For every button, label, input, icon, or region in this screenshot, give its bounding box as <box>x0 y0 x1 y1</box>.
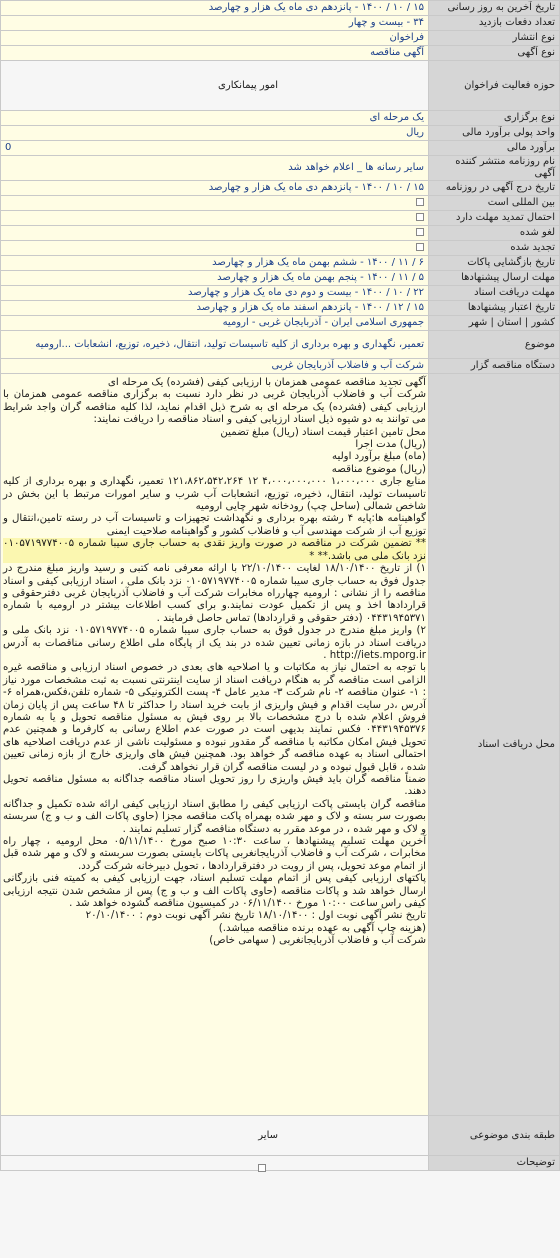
value-subject: تعمیر، نگهداری و بهره برداری از کلیه تاسیسات تولید، انتقال، ذخیره، توزیع، انشعابات ...ارومیه <box>1 331 429 359</box>
notice-paragraph: (ریال) موضوع مناقصه <box>331 463 426 475</box>
value-receive-deadline: ۲۲ / ۱۰ / ۱۴۰۰ - بیست و دوم دی ماه یک هزار و چهارصد <box>1 286 429 301</box>
label-publish-type: نوع انتشار <box>429 31 560 46</box>
value-renewed <box>1 241 429 256</box>
notice-paragraph: با توجه به احتمال نیاز به مکاتبات و یا اصلاحیه های بعدی در خصوص اسناد ارزیابی و مناقصه غیره الزامی است مناقصه گر به هنگام دریافت اسناد از سایت اینترنتی نسبت به ثبت مشخصات مورد نیاز : ۱- عنوان مناقصه ۲- نام شرکت ۳- مدیر عامل ۴- پست الکترونیکی ۵- شماره تلفن،فکس،همراه ۶- آدرس ،در سایت اقدام و فیش واریزی از بابت خرید اسناد را حداکثر تا ۴۸ ساعت پس از پایان زمان فروش اعلام شده با درج مشخصات بالا بر روی فیش به مسئول مناقصه تحویل و یا به شماره ۰۴۴۳۱۹۴۵۳۷۶ فکس نمایند بدیهی است در صورت عدم اطلاع رسانی به کارفرما و همچنین عدم تحویل فیش امکان مکاتبه با مناقصه گر مقدور نبوده و مسئولیت ناشی از عدم دریافت اصلاحیه های احتمالی اسناد به عهده مناقصه گر خواهد بود. همچنین فیش های واریزی خارج از بازه زمانی تعیین شده ، قابل قبول نبوده و در لیست مناقصه گران قرار نخواهد گرفت. <box>3 662 426 773</box>
label-estimate: برآورد مالی <box>429 141 560 156</box>
value-visit-count: ۳۴ - بیست و چهار <box>1 16 429 31</box>
value-extension <box>1 211 429 226</box>
value-stage-type: یک مرحله ای <box>1 111 429 126</box>
checkbox-icon <box>416 243 424 251</box>
value-notice-type: آگهی مناقصه <box>1 46 429 61</box>
value-documents <box>1 374 429 1116</box>
value-estimate: 0 <box>1 141 429 156</box>
value-location: جمهوری اسلامی ایران - آذربایجان غربی - ارومیه <box>1 316 429 331</box>
notice-paragraph: ۱) از تاریخ ۱۸/۱۰/۱۴۰۰ لغایت ۲۲/۱۰/۱۴۰۰ با ارائه معرفی نامه کتبی و رسید واریز مبلغ مندرج در جدول فوق به حساب جاری سیبا شماره ۰۱۰۵۷۱۹۷۷۴۰۰۵ نزد بانک ملی ، اسناد ارزیابی کیفی و اسناد مناقصه را از نشانی : ارومیه چهارراه مخابرات شرکت آب و فاضلاب آذربایجان غربی دفترحقوقی و قراردادها اخذ و پس از تکمیل عودت نمایند.و برای کسب اطلاعات بیشتر در ارومیه با شماره ۰۴۴۳۱۹۴۵۳۷۱ (دفتر حقوقی و قراردادها) تماس حاصل فرمایند . <box>3 563 426 624</box>
notice-paragraph: ** تضمین شرکت در مناقصه در صورت واریز نقدی به حساب جاری سیبا شماره ۰۱۰۵۷۱۹۷۷۴۰۰۵ نزد بانک ملی می باشد.** * <box>3 538 426 562</box>
row-location <box>1 316 560 331</box>
label-notice-type: نوع آگهی <box>429 46 560 61</box>
notice-paragraph: (هزینه چاپ آگهی به عهده برنده مناقصه میباشد.) <box>218 922 426 934</box>
value-update-date: ۱۵ / ۱۰ / ۱۴۰۰ - پانزدهم دی ماه یک هزار و چهارصد <box>1 1 429 16</box>
checkbox-icon <box>416 198 424 206</box>
checkbox-icon <box>416 213 424 221</box>
row-international <box>1 196 560 211</box>
value-cancelled <box>1 226 429 241</box>
label-location: کشور | استان | شهر <box>429 316 560 331</box>
notice-paragraph: پاکتهای ارزیابی کیفی پس از اتمام مهلت تسلیم اسناد، جهت ارزیابی کیفی به کمیته فنی بازرگانی ارسال خواهد شد و پاکات مناقصه (حاوی پاکات الف و ب و ج) پس از مشخص شدن نتیجه ارزیابی کیفی راس ساعت ۱۰:۰۰ مورخ ۰۶/۱۱/۱۴۰۰ در کمیسیون مناقصه گشوده خواهد شد . <box>3 873 426 910</box>
notice-paragraph: گواهینامه ها:پایه ۴ رشته بهره برداری و نگهداشت تجهیزات و تاسیسات آب در رسته تامین،انتقال و توزیع آب از شرکت مهندسی آب و فاضلاب کشور و گواهینامه صلاحیت ایمنی <box>3 513 426 537</box>
notice-paragraph: (ماه) مبلغ برآورد اولیه <box>332 451 426 463</box>
checkbox-icon <box>416 228 424 236</box>
label-opening-date: تاریخ بازگشایی پاکات <box>429 256 560 271</box>
notice-paragraph: آگهی تجدید مناقصه عمومی همزمان با ارزیابی کیفی (فشرده) یک مرحله ای <box>107 377 426 388</box>
notice-paragraph: محل تامین اعتبار قیمت اسناد (ریال) مبلغ تضمین <box>220 426 426 438</box>
row-organizer <box>1 359 560 374</box>
label-validity-date: تاریخ اعتبار پیشنهادها <box>429 301 560 316</box>
label-newspaper-date: تاریخ درج آگهی در روزنامه <box>429 181 560 196</box>
row-notice-type <box>1 46 560 61</box>
row-cancelled <box>1 226 560 241</box>
value-organizer: شرکت آب و فاضلاب آذربایجان غربی <box>1 359 429 374</box>
row-estimate <box>1 141 560 156</box>
label-send-deadline: مهلت ارسال پیشنهادها <box>429 271 560 286</box>
row-update-date <box>1 1 560 16</box>
notice-paragraph: ضمناً مناقصه گران باید فیش واریزی را روز تحویل اسناد مناقصه جداگانه به مسئول مناقصه تحویل دهند. <box>3 774 426 798</box>
value-currency: ریال <box>1 126 429 141</box>
row-validity-date <box>1 301 560 316</box>
notice-paragraph: مناقصه گران بایستی پاکت ارزیابی کیفی را مطابق اسناد ارزیابی کیفی ارائه شده تکمیل و جداگانه بصورت سر بسته و لاک و مهر شده بهمراه پاکت مناقصه مجزا (حاوی پاکات الف و ب و ج) سربسته و لاک و مهر شده ، در موعد مقرر به دستگاه مناقصه گزار تسلیم نمایند . <box>3 798 426 835</box>
value-publish-type: فراخوان <box>1 31 429 46</box>
row-renewed <box>1 241 560 256</box>
row-extension <box>1 211 560 226</box>
row-subject <box>1 331 560 359</box>
row-documents <box>1 374 560 1116</box>
row-activity-field <box>1 61 560 111</box>
row-category <box>1 1116 560 1156</box>
label-receive-deadline: مهلت دریافت اسناد <box>429 286 560 301</box>
label-documents: محل دریافت اسناد <box>429 374 560 1116</box>
row-newspaper <box>1 156 560 181</box>
value-category: سایر <box>1 1116 429 1156</box>
notice-paragraph: آخرین مهلت تسلیم پیشنهادها ، ساعت ۱۰:۳۰ صبح مورخ ۰۵/۱۱/۱۴۰۰ محل ارومیه ، چهار راه مخابرات ، شرکت آب و فاضلاب آذربایجانغربی پاکات بایستی بصورت سربسته و لاک و مهر شده قبل از اتمام موعد تحویل، پس از رویت در دفترقراردادها ، تحویل دبیرخانه شرکت گردد. <box>3 836 427 872</box>
notice-paragraph: منابع جاری ۱،۰۰۰،۰۰۰ ۴،۰۰۰،۰۰۰،۰۰۰ ۱۲ ۱۲۱،۸۶۲،۵۴۲،۲۶۴ تعمیر، نگهداری و بهره برداری از کلیه تاسیسات تولید، انتقال، ذخیره، توزیع، انشعابات آب شرب و سایر امورات مرتبط با این بخش در شاخص شمالی (ساحل چپ) رودخانه شهر چایی ارومیه <box>3 476 426 513</box>
notice-paragraph: تاریخ نشر آگهی نوبت اول : ۱۸/۱۰/۱۴۰۰ تاریخ نشر آگهی نوبت دوم : ۲۰/۱۰/۱۴۰۰ <box>85 910 426 922</box>
label-newspaper: نام روزنامه منتشر کننده آگهی <box>429 156 560 181</box>
label-renewed: تجدید شده <box>429 241 560 256</box>
label-organizer: دستگاه مناقصه گزار <box>429 359 560 374</box>
label-visit-count: تعداد دفعات بازدید <box>429 16 560 31</box>
label-notes: توضیحات <box>429 1156 560 1171</box>
label-subject: موضوع <box>429 331 560 359</box>
row-stage-type <box>1 111 560 126</box>
notice-paragraph: ۲) واریز مبلغ مندرج در جدول فوق به حساب جاری سیبا شماره ۰۱۰۵۷۱۹۷۷۴۰۰۵ نزد بانک ملی و دریافت اسناد در بازه زمانی تعیین شده در بند یک از پایگاه ملی اطلاع رسانی مناقصات به آدرس http://iets.mporg.ir . <box>3 625 426 661</box>
label-category: طبقه بندی موضوعی <box>429 1116 560 1156</box>
row-opening-date <box>1 256 560 271</box>
row-send-deadline <box>1 271 560 286</box>
label-international: بین المللی است <box>429 196 560 211</box>
value-newspaper: سایر رسانه ها _ اعلام خواهد شد <box>1 156 429 181</box>
row-newspaper-date <box>1 181 560 196</box>
value-validity-date: ۱۵ / ۱۲ / ۱۴۰۰ - پانزدهم اسفند ماه یک هزار و چهارصد <box>1 301 429 316</box>
value-notes <box>1 1156 429 1171</box>
value-newspaper-date: ۱۵ / ۱۰ / ۱۴۰۰ - پانزدهم دی ماه یک هزار و چهارصد <box>1 181 429 196</box>
label-cancelled: لغو شده <box>429 226 560 241</box>
label-extension: احتمال تمدید مهلت دارد <box>429 211 560 226</box>
image-placeholder-icon <box>258 1164 266 1172</box>
label-currency: واحد پولی برآورد مالی <box>429 126 560 141</box>
value-send-deadline: ۵ / ۱۱ / ۱۴۰۰ - پنجم بهمن ماه یک هزار و چهارصد <box>1 271 429 286</box>
value-international <box>1 196 429 211</box>
row-publish-type <box>1 31 560 46</box>
notice-paragraph: (ریال) مدت اجرا <box>355 439 426 451</box>
label-activity-field: حوزه فعالیت فراخوان <box>429 61 560 111</box>
label-update-date: تاریخ آخرین به روز رسانی <box>429 1 560 16</box>
row-receive-deadline <box>1 286 560 301</box>
notice-paragraph: شرکت آب و فاضلاب آذربایجانغربی ( سهامی خاص) <box>209 935 426 947</box>
row-visit-count <box>1 16 560 31</box>
value-opening-date: ۶ / ۱۱ / ۱۴۰۰ - ششم بهمن ماه یک هزار و چهارصد <box>1 256 429 271</box>
row-notes <box>1 1156 560 1171</box>
notice-paragraph: شرکت آب و فاضلاب آذربایجان غربی در نظر دارد نسبت به برگزاری مناقصه عمومی همزمان با ارزیابی کیفی (فشرده) یک مرحله ای به شرح ذیل اقدام نماید، لذا کلیه مناقصه گران واجد شرایط می توانند به دو شیوه ذیل اسناد ارزیابی کیفی و اسناد مناقصه را دریافت نمایند: <box>3 389 426 426</box>
label-stage-type: نوع برگزاری <box>429 111 560 126</box>
row-currency <box>1 126 560 141</box>
tender-notice-text <box>1 374 428 951</box>
value-activity-field: امور پیمانکاری <box>1 61 429 111</box>
